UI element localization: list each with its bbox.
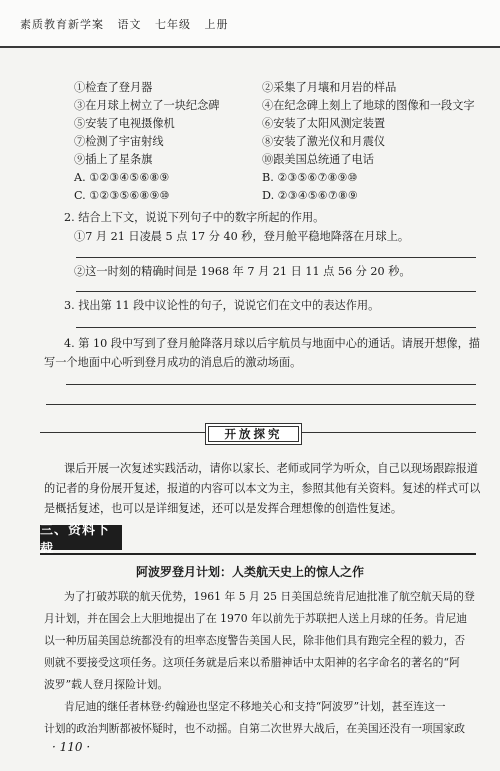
section-divider-right bbox=[300, 432, 476, 433]
option-3: ③在月球上树立了一块纪念碑 bbox=[74, 99, 220, 112]
answer-line bbox=[66, 384, 476, 385]
question-2-sentence-2: ②这一时刻的精确时间是 1968 年 7 月 21 日 11 点 56 分 20 秒。 bbox=[74, 265, 411, 278]
article-p2-line-2: 计划的政治判断都被怀疑时，也不动摇。自第二次世界大战后，在美国还没有一项国家政 bbox=[44, 722, 466, 735]
option-9: ⑨插上了星条旗 bbox=[74, 153, 153, 166]
question-4-line-1: 4. 第 10 段中写到了登月舱降落月球以后宇航员与地面中心的通话。请展开想像，描 bbox=[64, 337, 480, 350]
answer-line bbox=[76, 291, 476, 292]
section-title: 开放探究 bbox=[208, 426, 299, 442]
question-2-sentence-1: ①7 月 21 日凌晨 5 点 17 分 40 秒，登月舱平稳地降落在月球上。 bbox=[74, 230, 410, 243]
choice-d: D. ②③④⑤⑥⑦⑧⑨ bbox=[262, 189, 358, 202]
option-7: ⑦检测了宇宙射线 bbox=[74, 135, 164, 148]
answer-line bbox=[46, 404, 476, 405]
inquiry-line-1: 课后开展一次复述实践活动，请你以家长、老师或同学为听众，自己以现场跟踪报道 bbox=[64, 462, 478, 475]
article-title: 阿波罗登月计划：人类航天史上的惊人之作 bbox=[135, 565, 364, 579]
answer-line bbox=[76, 257, 476, 258]
resource-download-banner: 三、资料下载 bbox=[40, 525, 122, 550]
question-4-line-2: 写一个地面中心听到登月成功的消息后的激动场面。 bbox=[44, 356, 302, 369]
question-2-stem: 2. 结合上下文，说说下列句子中的数字所起的作用。 bbox=[64, 211, 325, 224]
article-p1-line-4: 则就不要接受这项任务。这项任务就是后来以希腊神话中太阳神的名字命名的著名的“阿 bbox=[44, 656, 460, 669]
article-p1-line-5: 波罗”载人登月探险计划。 bbox=[44, 678, 169, 691]
option-5: ⑤安装了电视摄像机 bbox=[74, 117, 175, 130]
article-p1-line-1: 为了打破苏联的航天优势，1961 年 5 月 25 日美国总统肯尼迪批准了航空航天局的登 bbox=[64, 590, 475, 603]
option-8: ⑧安装了激光仪和月震仪 bbox=[262, 135, 386, 148]
page-number: · 110 · bbox=[52, 740, 91, 754]
answer-line bbox=[76, 327, 476, 328]
choice-c: C. ①②③⑤⑥⑧⑨⑩ bbox=[74, 189, 170, 202]
option-2: ②采集了月壤和月岩的样品 bbox=[262, 81, 397, 94]
question-3-stem: 3. 找出第 11 段中议论性的句子，说说它们在文中的表达作用。 bbox=[64, 299, 380, 312]
inquiry-line-2: 的记者的身份展开复述，报道的内容可以本文为主，参照其他有关资料。复述的样式可以 bbox=[44, 482, 481, 495]
option-10: ⑩跟美国总统通了电话 bbox=[262, 153, 374, 166]
choice-a: A. ①②③④⑤⑥⑧⑨ bbox=[74, 171, 170, 184]
section-title-box bbox=[205, 423, 302, 445]
option-1: ①检查了登月器 bbox=[74, 81, 153, 94]
section-divider-left bbox=[40, 432, 205, 433]
banner-underline bbox=[40, 553, 476, 555]
inquiry-line-3: 是概括复述，也可以是详细复述，还可以是发挥合理想像的创造性复述。 bbox=[44, 502, 403, 515]
article-p1-line-3: 以一种历届美国总统都没有的坦率态度警告美国人民，除非他们具有跑完全程的毅力，否 bbox=[44, 634, 466, 647]
header-title: 素质教育新学案 语文 七年级 上册 bbox=[20, 18, 229, 31]
choice-b: B. ②③⑤⑥⑦⑧⑨⑩ bbox=[262, 171, 358, 184]
option-6: ⑥安装了太阳风测定装置 bbox=[262, 117, 386, 130]
article-p2-line-1: 肯尼迪的继任者林登·约翰逊也坚定不移地关心和支持“阿波罗”计划，甚至连这一 bbox=[64, 700, 446, 713]
article-p1-line-2: 月计划，并在国会上大胆地提出了在 1970 年以前先于苏联把人送上月球的任务。肯尼迪 bbox=[44, 612, 468, 625]
option-4: ④在纪念碑上刻上了地球的图像和一段文字 bbox=[262, 99, 475, 112]
